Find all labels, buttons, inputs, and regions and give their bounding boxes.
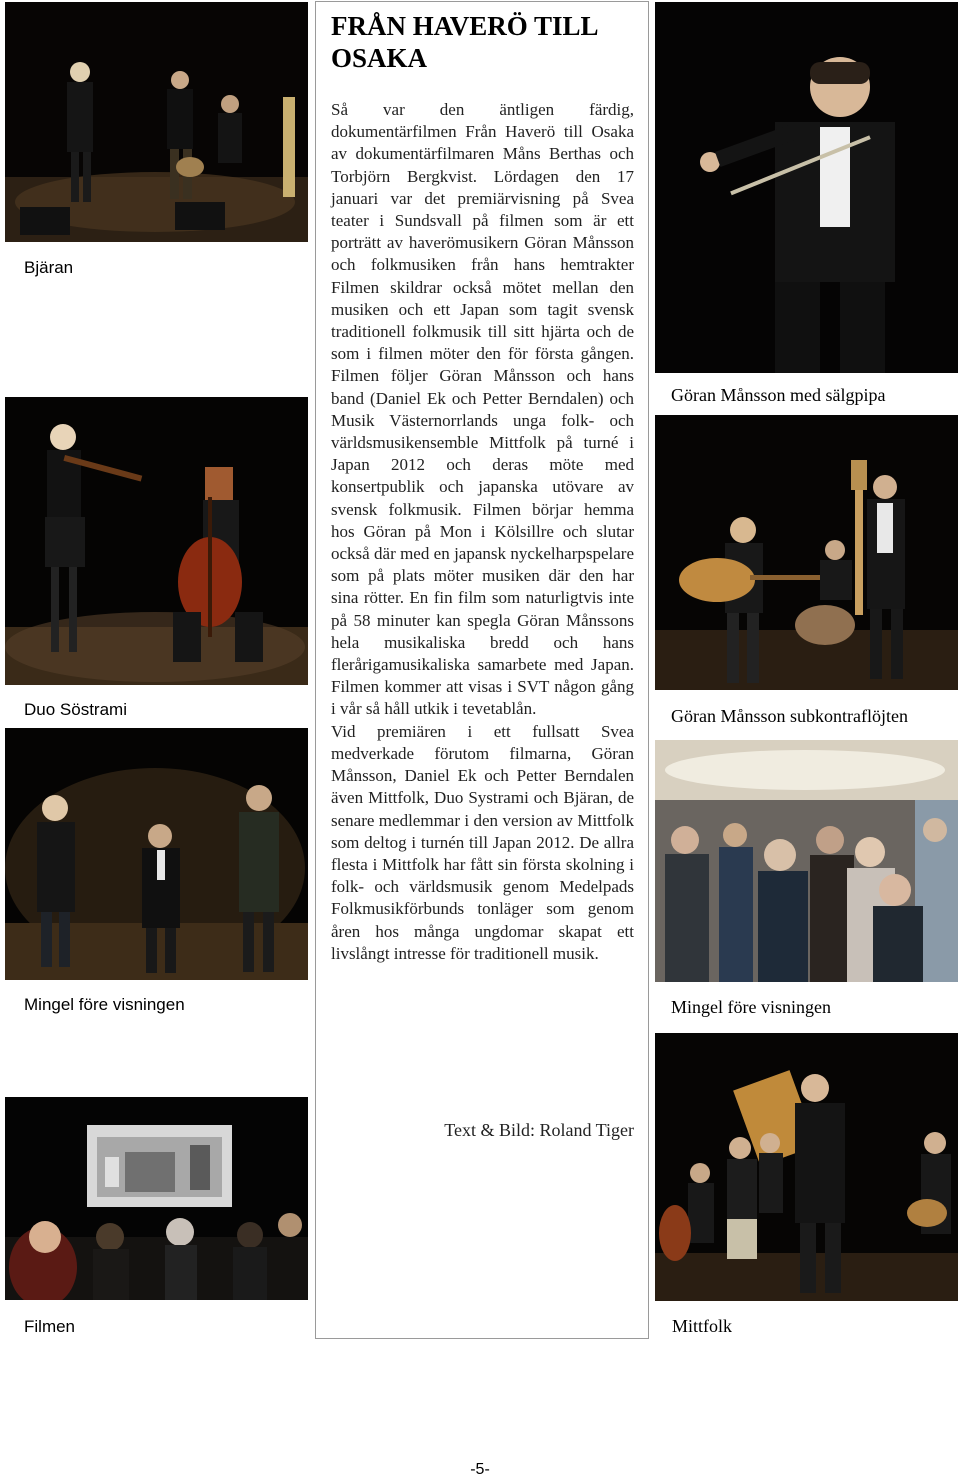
photo-mingel-right (655, 740, 958, 982)
caption-goran-subkontra: Göran Månsson subkontraflöjten (671, 706, 908, 726)
article-paragraph: Vid premiären i ett fullsatt Svea medverkade förutom filmarna, Göran Månsson, Daniel Ek och Petter Berndalen även Mittfolk, Duo Systrami och Bjäran, de senare medlemmar i den version av Mittfolk som deltog i turnén till Japan 2012. De allra flesta i Mittfolk har fått sin första skolning i folk- och världsmusik genom Medelpads Folkmusikförbunds tonläger som genom åren hos många ungdomar skapat ett livslångt intresse för traditionell musik. (331, 721, 634, 963)
photo-duo-sostrami (5, 397, 308, 685)
caption-bjaran: Bjäran (24, 258, 74, 277)
photo-mingel-left (5, 728, 308, 980)
photo-filmen (5, 1097, 308, 1300)
caption-goran-salgpipa: Göran Månsson med sälgpipa (671, 385, 886, 405)
photo-mittfolk (655, 1033, 958, 1301)
photo-goran-subkontra (655, 415, 958, 690)
page-number: -5- (470, 1461, 490, 1478)
article-body (331, 99, 634, 965)
caption-mittfolk: Mittfolk (672, 1316, 733, 1336)
photo-goran-salgpipa (655, 2, 958, 373)
caption-mingel-left: Mingel före visningen (24, 995, 185, 1014)
article-paragraph: Så var den äntligen färdig, dokumentärfilmen Från Haverö till Osaka av dokumentärfilmaren Måns Berthas och Torbjörn Bergkvist. Lördagen den 17 januari var det premiärvisning på Svea teater i Sundsvall på filmen som är ett porträtt av haverömusikern Göran Månsson och folkmusiken från hans hemtrakter Filmen skildrar också mötet mellan den musiken och ett Japan som tagit svensk traditionell folkmusik till sitt hjärta och de som i filmen möter den för första gången. Filmen följer Göran Månsson och hans band (Daniel Ek och Petter Berndalen) och Musik Västernorrlands unga folk- och världsmusikensemble Mittfolk på turné i Japan 2012 och deras möte med konsertpublik och japanska utövare av svensk folkmusik. Filmen börjar hemma hos Göran på Mon i Kölsillre och slutar också där med en japansk nyckelharpspelare som på plats möter musiken där den har sina rötter. En fin film som naturligtvis inte på 58 minuter kan spegla Göran Månssons hela musikaliska bredd och hans flerårigamusikaliska samarbete med Japan. Filmen kommer att visas i SVT någon gång i vår så håll utkik i tevetablån. (331, 100, 634, 719)
article-credit: Text & Bild: Roland Tiger (444, 1120, 634, 1140)
caption-duo-sostrami: Duo Söstrami (24, 700, 127, 719)
article-title: FRÅN HAVERÖ TILL OSAKA (331, 11, 598, 73)
article-box (315, 1, 649, 1339)
photo-bjaran (5, 2, 308, 242)
caption-mingel-right: Mingel före visningen (671, 997, 831, 1017)
caption-filmen: Filmen (24, 1317, 76, 1336)
